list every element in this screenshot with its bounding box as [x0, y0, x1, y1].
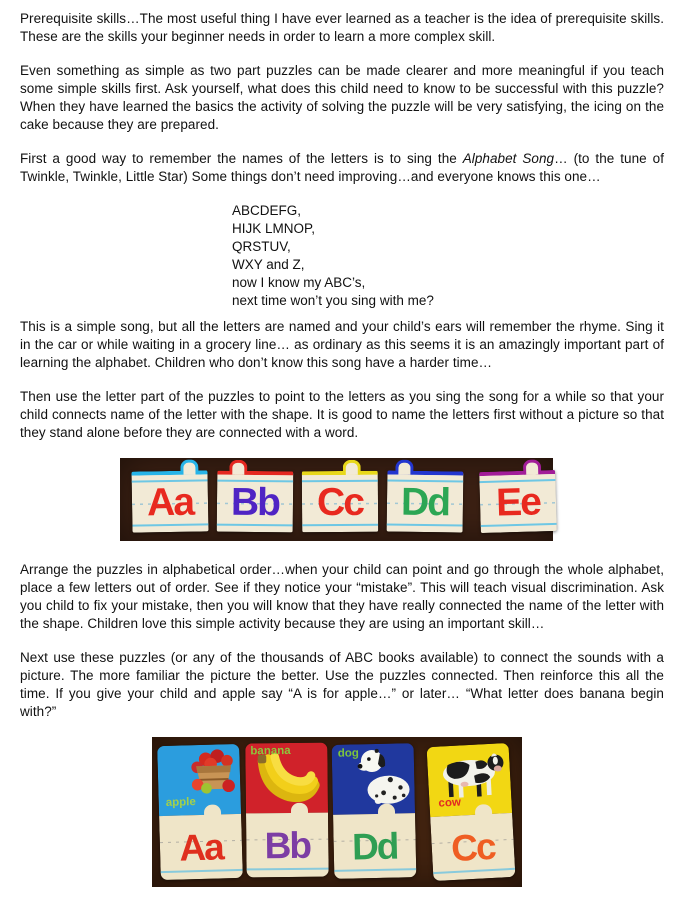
song-line: ABCDEFG, — [232, 203, 302, 218]
card-picture-section — [332, 743, 415, 815]
card-picture-section — [245, 743, 328, 814]
letter-puzzle-piece-bb — [217, 471, 294, 533]
puzzle-tab — [229, 460, 247, 475]
puzzle-tab — [343, 460, 361, 475]
puzzle-knob — [291, 803, 308, 814]
paragraph-simple-song: This is a simple song, but all the letters are named and your child’s ears will remember the rhyme. Sing it in the car or while waiting in a grocery line… as ordinary as this seems it is an amazingly important part of learning the alphabet. Children who don’t know this song have a harder time… — [20, 319, 664, 370]
picture-puzzle-card-cow — [427, 743, 516, 881]
picture-puzzle-card-dog — [332, 743, 417, 879]
letter-puzzle-piece-ee — [479, 470, 557, 533]
puzzle-tab — [523, 459, 541, 474]
letter-puzzle-piece-aa — [131, 470, 208, 532]
tile-letters: Dd — [400, 480, 450, 525]
card-letters: Bb — [264, 824, 311, 866]
tile-letters: Cc — [316, 480, 364, 525]
picture-puzzle-card-apple — [157, 744, 243, 880]
cow-image — [431, 747, 508, 803]
card-letter-section — [333, 813, 416, 879]
tile-letters: Bb — [230, 480, 280, 525]
card-word-label: apple — [165, 796, 196, 809]
song-line: QRSTUV, — [232, 239, 291, 254]
paragraph-two-part-puzzles: Even something as simple as two part puzzles can be made clearer and more meaningful if you teach some simple skills first. Ask yourself, what does this child need to know to be successful with this puzzle? When they have learned the basics the activity of solving the puzzle will be very satisfying, the icing on the cake because they are prepared. — [20, 63, 664, 132]
paragraph-connect-sounds: Next use these puzzles (or any of the thousands of ABC books available) to connect the sounds with a picture. The more familiar the picture the better. Use the puzzles connected. Then reinforce this all the time. If you give your child and apple say “A is for apple…” or later… “What letter does banana begin with?” — [20, 650, 664, 719]
letter-puzzles-photo — [120, 458, 553, 541]
card-word-label: banana — [250, 744, 291, 758]
paragraph-alphabetical-order: Arrange the puzzles in alphabetical order…when your child can point and go through the whole alphabet, place a few letters out of order. See if they notice your “mistake”. This will teach visual discrimination. Ask you child to fix your mistake, then you will know that they have really connected the name of the letter with the shape. Children love this simple activity because they are using an important skill… — [20, 562, 664, 631]
picture-puzzles-photo — [152, 737, 522, 887]
apple-basket-image — [180, 746, 239, 802]
card-letter-section — [430, 813, 515, 881]
paragraph-text: First a good way to remember the names of the letters is to sing the — [20, 151, 463, 166]
card-letters: Cc — [450, 825, 496, 869]
song-line: HIJK LMNOP, — [232, 221, 316, 236]
card-word-label: dog — [337, 747, 359, 760]
puzzle-knob — [204, 804, 221, 815]
song-line: next time won’t you sing with me? — [232, 293, 434, 308]
tile-letters: Aa — [146, 480, 194, 525]
card-picture-section — [427, 743, 513, 817]
paragraph-alphabet-song-intro — [20, 150, 664, 186]
card-letters: Dd — [351, 825, 398, 867]
card-picture-section — [157, 744, 241, 816]
puzzle-tab — [395, 460, 413, 475]
puzzle-knob — [378, 804, 395, 815]
alphabet-song-italic: Alphabet Song — [462, 151, 555, 166]
song-line: now I know my ABC’s, — [232, 275, 366, 290]
paragraph-prerequisite-skills: Prerequisite skills…The most useful thing I have ever learned as a teacher is the idea of prerequisite skills. These are the skills your beginner needs in order to learn a more complex skill. — [20, 11, 664, 44]
card-letter-section — [159, 814, 243, 880]
card-letter-section — [246, 813, 329, 878]
puzzle-knob — [475, 804, 493, 816]
paragraph-point-to-letters: Then use the letter part of the puzzles to point to the letters as you sing the song for a while so that your child connects name of the letter with the shape. It is good to name the letters first without a picture so that they stand alone before they are connected with a word. — [20, 389, 664, 440]
letter-puzzle-piece-cc — [302, 471, 378, 533]
tile-letters: Ee — [495, 480, 541, 525]
picture-puzzle-card-banana — [245, 743, 328, 878]
song-line: WXY and Z, — [232, 257, 305, 272]
paragraph-text: … (to the tune of Twinkle, Twinkle, Little Star) Some things don’t need improving…and everyone knows this one… — [20, 151, 664, 184]
alphabet-song-lyrics — [232, 202, 664, 310]
card-word-label: cow — [438, 796, 462, 810]
puzzle-tab — [180, 460, 198, 475]
banana-bunch-image — [252, 751, 321, 808]
card-letters: Aa — [178, 825, 224, 869]
dalmatian-dog-image — [350, 744, 413, 807]
letter-puzzle-piece-dd — [387, 470, 464, 532]
